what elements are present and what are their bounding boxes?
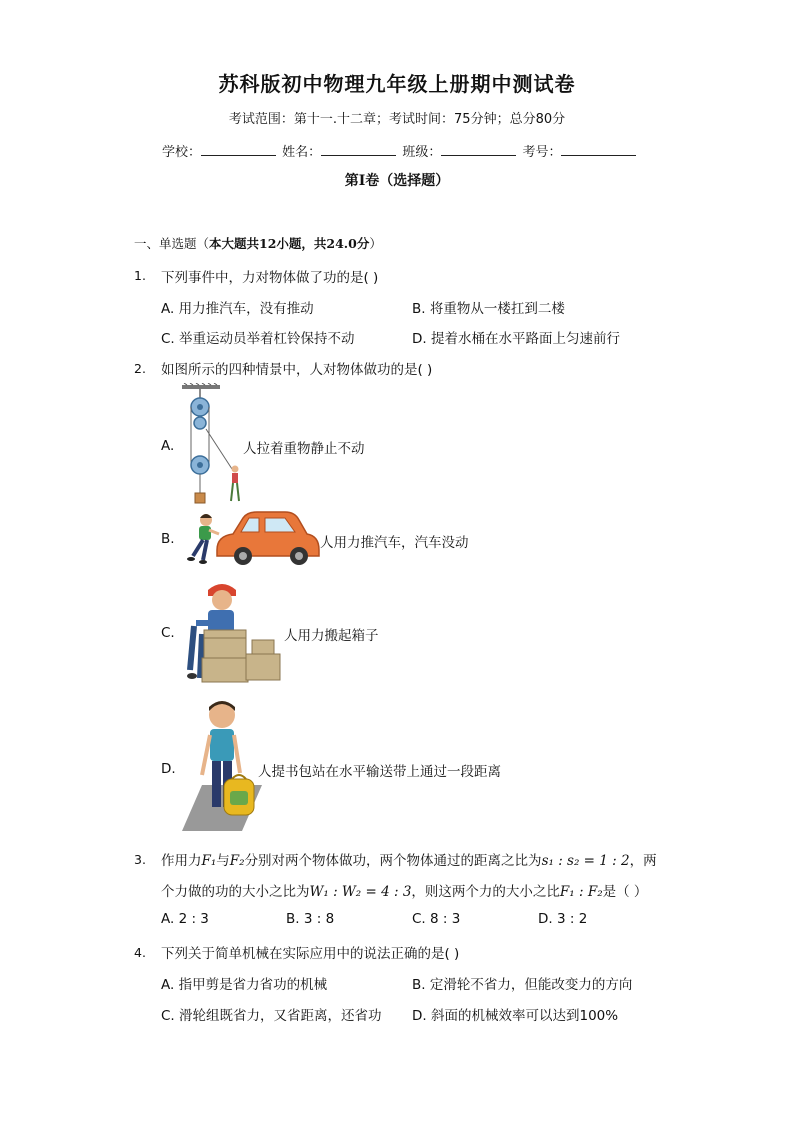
q2-stem: 如图所示的四种情景中，人对物体做功的是( ) xyxy=(161,362,433,378)
q4-option-a[interactable]: A. 指甲剪是省力省功的机械 xyxy=(161,977,328,993)
q3-ratio-w: W₁ : W₂ = 4 : 3 xyxy=(309,884,412,900)
name-blank[interactable] xyxy=(321,143,396,156)
class-blank[interactable] xyxy=(441,143,516,156)
q3-text-1d: ，两 xyxy=(629,853,657,869)
q4-stem: 下列关于简单机械在实际应用中的说法正确的是( ) xyxy=(161,946,460,962)
q3-text-1b: 与 xyxy=(216,853,230,869)
q3-text-1c: 分别对两个物体做功，两个物体通过的距离之比为 xyxy=(244,853,542,869)
q3-option-d[interactable]: D. 3 : 2 xyxy=(538,911,588,927)
exam-scope-line: 考试范围：第十一.十二章；考试时间：75分钟；总分80分 xyxy=(228,112,566,127)
q3-option-c[interactable]: C. 8 : 3 xyxy=(412,911,461,927)
lift-box-illustration xyxy=(180,578,284,686)
number-label: 考号： xyxy=(522,145,562,160)
school-blank[interactable] xyxy=(201,143,276,156)
q3-option-b[interactable]: B. 3 : 8 xyxy=(286,911,335,927)
q2-option-a-caption: 人拉着重物静止不动 xyxy=(243,441,365,457)
school-label: 学校： xyxy=(162,145,202,160)
q2-number: 2. xyxy=(134,361,146,376)
q4-option-d[interactable]: D. 斜面的机械效率可以达到100% xyxy=(412,1008,619,1024)
paper-title: 苏科版初中物理九年级上册期中测试卷 xyxy=(218,72,576,96)
q4-option-c[interactable]: C. 滑轮组既省力，又省距离，还省功 xyxy=(161,1008,382,1024)
q2-option-b-caption: 人用力推汽车，汽车没动 xyxy=(320,535,469,551)
q1-option-b[interactable]: B. 将重物从一楼扛到二楼 xyxy=(412,301,565,317)
section-heading xyxy=(134,234,382,252)
q2-option-b-letter[interactable]: B. xyxy=(161,531,175,547)
q2-option-a-letter[interactable]: A. xyxy=(161,438,175,454)
q1-option-a[interactable]: A. 用力推汽车，没有推动 xyxy=(161,301,314,317)
q3-option-a[interactable]: A. 2 : 3 xyxy=(161,911,209,927)
q4-number: 4. xyxy=(134,945,146,960)
q3-stem-line2 xyxy=(161,880,647,900)
number-blank[interactable] xyxy=(561,143,636,156)
section-suffix: ） xyxy=(369,236,382,251)
pulley-illustration xyxy=(178,383,244,505)
q3-text-2a: 个力做的功的大小之比为 xyxy=(161,884,310,900)
section-prefix: 一、单选题（ xyxy=(134,236,210,251)
q3-f2: F₂ xyxy=(229,853,245,869)
class-label: 班级： xyxy=(402,145,442,160)
q2-option-d-letter[interactable]: D. xyxy=(161,761,176,777)
q3-ratio-f: F₁ : F₂ xyxy=(559,884,603,900)
q1-option-d[interactable]: D. 提着水桶在水平路面上匀速前行 xyxy=(412,331,620,347)
volume-heading: 第I卷（选择题） xyxy=(344,173,450,189)
push-car-illustration xyxy=(181,506,321,570)
q4-option-b[interactable]: B. 定滑轮不省力，但能改变力的方向 xyxy=(412,977,633,993)
conveyor-bag-illustration xyxy=(180,695,264,831)
section-bold: 本大题共12小题，共24.0分 xyxy=(209,236,370,251)
q3-stem-line1 xyxy=(161,849,657,869)
q3-text-2b: ，则这两个力的大小之比 xyxy=(411,884,560,900)
student-info-line xyxy=(162,141,638,160)
q2-option-c-caption: 人用力搬起箱子 xyxy=(284,628,379,644)
q3-text-1a: 作用力 xyxy=(161,853,202,869)
q3-f1: F₁ xyxy=(201,853,217,869)
q2-option-d-caption: 人提书包站在水平输送带上通过一段距离 xyxy=(258,764,501,780)
name-label: 姓名： xyxy=(282,145,322,160)
q1-number: 1. xyxy=(134,268,146,283)
q1-stem: 下列事件中，力对物体做了功的是( ) xyxy=(161,270,379,286)
q2-option-c-letter[interactable]: C. xyxy=(161,625,175,641)
q1-option-c[interactable]: C. 举重运动员举着杠铃保持不动 xyxy=(161,331,355,347)
q3-ratio-s: s₁ : s₂ = 1 : 2 xyxy=(541,853,630,869)
q3-text-2c: 是（ ） xyxy=(602,884,648,900)
q3-number: 3. xyxy=(134,852,146,867)
